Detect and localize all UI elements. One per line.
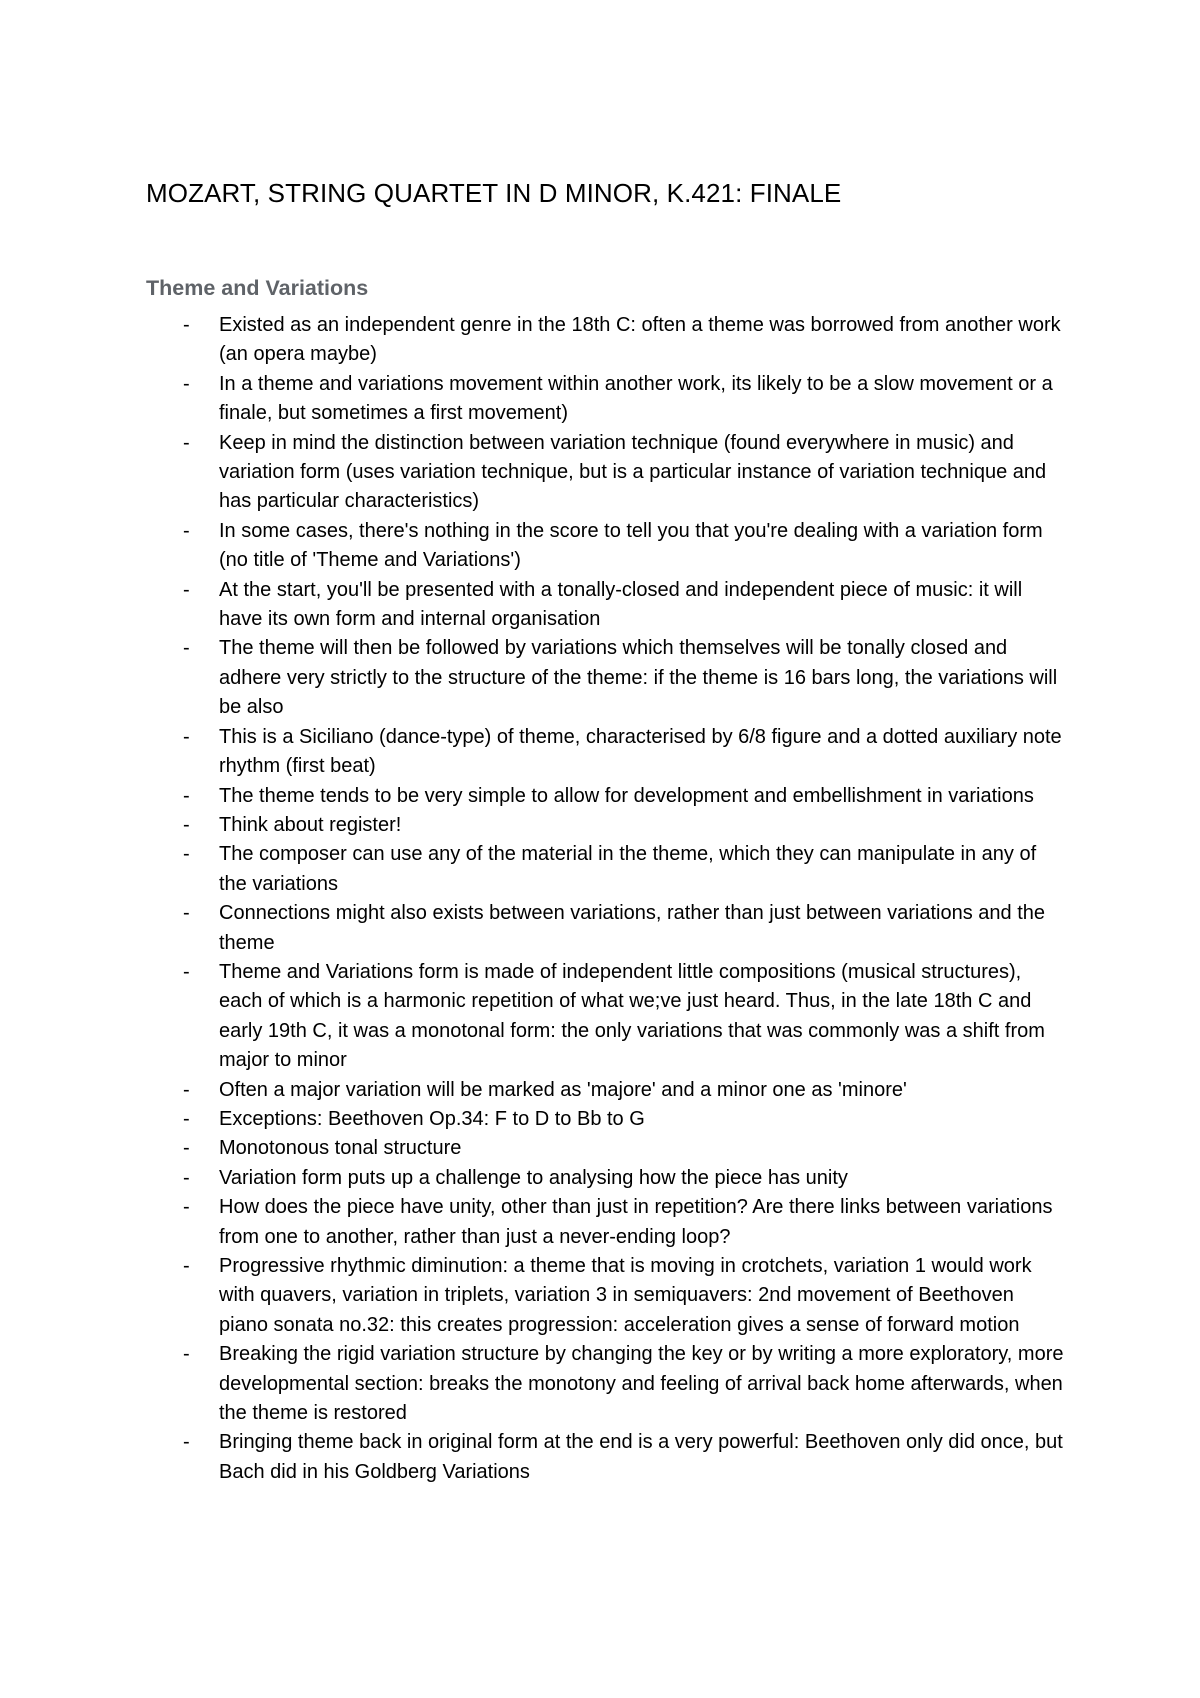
- bullet-dash: -: [183, 960, 190, 983]
- list-item-text: Breaking the rigid variation structure by changing the key or by writing a more exploratory, more developmental section: breaks the monotony and feeling of arrival back home afterwards, when the theme is restored: [219, 1343, 1064, 1425]
- list-item: [146, 517, 1066, 576]
- list-item: [146, 1193, 1066, 1252]
- list-item-text: Bringing theme back in original form at the end is a very powerful: Beethoven only did once, but Bach did in his Goldberg Variations: [219, 1431, 1063, 1483]
- bullet-dash: -: [183, 1137, 190, 1160]
- list-item: [146, 958, 1066, 1076]
- bullet-dash: -: [183, 1431, 190, 1454]
- bullet-dash: -: [183, 1255, 190, 1277]
- list-item-text: The theme tends to be very simple to allow for development and embellishment in variations: [219, 784, 1034, 807]
- bullet-dash: -: [183, 519, 190, 542]
- list-item-text: Existed as an independent genre in the 18th C: often a theme was borrowed from another work (an opera maybe): [219, 314, 1061, 366]
- list-item: [146, 782, 1066, 811]
- list-item: [146, 1105, 1066, 1134]
- list-item: [146, 811, 1066, 840]
- bullet-dash: -: [183, 1343, 190, 1366]
- list-item: [146, 370, 1066, 429]
- bullet-dash: -: [183, 725, 190, 748]
- list-item-text: The composer can use any of the material in the theme, which they can manipulate in any of the variations: [219, 843, 1037, 895]
- list-item-text: Variation form puts up a challenge to analysing how the piece has unity: [219, 1166, 848, 1189]
- bullet-dash: -: [183, 1166, 190, 1189]
- list-item-text: Progressive rhythmic diminution: a theme that is moving in crotchets, variation 1 would work with quavers, variation in triplets, variation 3 in semiquavers: 2nd movement of Beethoven piano sonata no.32: this creates progression: acceleration gives a sense of forward motion: [219, 1255, 1032, 1336]
- list-item-text: Often a major variation will be marked as 'majore' and a minor one as 'minore': [219, 1078, 907, 1101]
- bullet-dash: -: [183, 372, 190, 395]
- list-item-text: This is a Siciliano (dance-type) of theme, characterised by 6/8 figure and a dotted auxiliary note rhythm (first beat): [219, 725, 1062, 778]
- bullet-list: [146, 311, 1066, 1487]
- list-item: [146, 1164, 1066, 1193]
- section-heading: Theme and Variations: [146, 276, 369, 300]
- bullet-dash: -: [183, 1196, 190, 1219]
- list-item-text: In some cases, there's nothing in the score to tell you that you're dealing with a variation form (no title of 'Theme and Variations'): [219, 519, 1043, 572]
- list-item-text: Keep in mind the distinction between variation technique (found everywhere in music) and variation form (uses variation technique, but is a particular instance of variation technique and has particular characteristics): [219, 431, 1047, 513]
- list-item: [146, 1428, 1066, 1487]
- bullet-dash: -: [183, 431, 190, 454]
- bullet-dash: -: [183, 578, 190, 601]
- list-item: [146, 634, 1066, 722]
- list-item-text: The theme will then be followed by variations which themselves will be tonally closed and adhere very strictly to the structure of the theme: if the theme is 16 bars long, the variations will be also: [219, 637, 1058, 719]
- list-item-text: Connections might also exists between variations, rather than just between variations and the theme: [219, 902, 1046, 954]
- list-item-text: Think about register!: [219, 813, 402, 836]
- bullet-dash: -: [183, 1078, 190, 1101]
- list-item: [146, 1340, 1066, 1428]
- list-item-text: Theme and Variations form is made of independent little compositions (musical structures), each of which is a harmonic repetition of what we;ve just heard. Thus, in the late 18th C and early 19th C, it was a monotonal form: the only variations that was commonly was a shift from major to minor: [219, 960, 1045, 1072]
- list-item: [146, 1076, 1066, 1105]
- list-item: [146, 899, 1066, 958]
- list-item-text: At the start, you'll be presented with a tonally-closed and independent piece of music: it will have its own form and internal organisation: [219, 578, 1023, 631]
- list-item: [146, 840, 1066, 899]
- list-item-text: Exceptions: Beethoven Op.34: F to D to Bb to G: [219, 1107, 645, 1130]
- bullet-dash: -: [183, 637, 190, 660]
- bullet-dash: -: [183, 843, 190, 866]
- list-item-text: In a theme and variations movement within another work, its likely to be a slow movement or a finale, but sometimes a first movement): [219, 372, 1053, 425]
- bullet-dash: -: [183, 1107, 190, 1130]
- list-item-text: How does the piece have unity, other than just in repetition? Are there links between variations from one to another, rather than just a never-ending loop?: [219, 1196, 1053, 1248]
- document-title: MOZART, STRING QUARTET IN D MINOR, K.421: FINALE: [146, 178, 842, 208]
- bullet-dash: -: [183, 902, 190, 925]
- list-item: [146, 429, 1066, 517]
- list-item: [146, 1252, 1066, 1340]
- bullet-dash: -: [183, 314, 190, 336]
- list-item: [146, 723, 1066, 782]
- list-item-text: Monotonous tonal structure: [219, 1137, 462, 1160]
- list-item: [146, 311, 1066, 370]
- list-item: [146, 1134, 1066, 1163]
- bullet-dash: -: [183, 784, 190, 807]
- bullet-dash: -: [183, 813, 190, 836]
- list-item: [146, 576, 1066, 635]
